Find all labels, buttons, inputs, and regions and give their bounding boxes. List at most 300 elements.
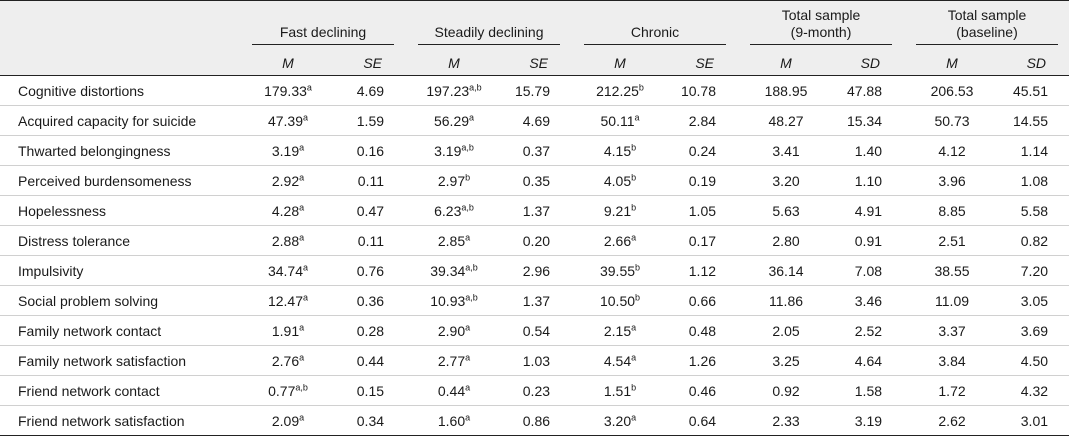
- cell-value: 48.27: [768, 112, 804, 129]
- subheader-cell: M: [904, 50, 1000, 76]
- table-row: [0, 106, 1069, 136]
- table-cell: [502, 76, 572, 106]
- table-cell: [1000, 226, 1069, 256]
- table-cell: [1000, 406, 1069, 436]
- table-cell: [406, 256, 502, 286]
- row-label: Acquired capacity for suicide: [0, 106, 240, 136]
- table-cell: [738, 256, 834, 286]
- cell-value: 0.36: [356, 292, 385, 309]
- cell-value: 0.15: [356, 382, 385, 399]
- cell-value: 0.92: [772, 382, 800, 399]
- cell-value: 3.25: [772, 352, 800, 369]
- table-row: [0, 136, 1069, 166]
- table-cell: [834, 346, 904, 376]
- table-row: [0, 226, 1069, 256]
- table-cell: [572, 196, 668, 226]
- cell-superscript: a,b: [461, 141, 474, 152]
- table-cell: [240, 406, 336, 436]
- table-cell: [1000, 376, 1069, 406]
- table-row: [0, 196, 1069, 226]
- cell-value: 212.25: [596, 82, 639, 99]
- table-cell: [738, 76, 834, 106]
- cell-value: 0.11: [357, 172, 385, 189]
- cell-value: 3.96: [938, 172, 966, 189]
- group-label-total-9-month: [750, 7, 892, 45]
- table-row: [0, 376, 1069, 406]
- cell-value: 4.69: [522, 112, 551, 129]
- cell-value: 10.50: [599, 292, 636, 309]
- cell-value: 5.63: [772, 202, 800, 219]
- cell-value: 3.37: [938, 322, 966, 339]
- cell-value: 39.34: [430, 262, 466, 279]
- cell-value: 4.91: [854, 202, 883, 219]
- table-cell: [1000, 196, 1069, 226]
- cell-value: 1.08: [1020, 172, 1049, 189]
- table-cell: [834, 196, 904, 226]
- cell-value: 3.01: [1020, 412, 1049, 429]
- table-body: [0, 76, 1069, 436]
- table-cell: [834, 166, 904, 196]
- cell-value: 2.66: [603, 232, 632, 249]
- cell-value: 3.20: [603, 412, 632, 429]
- table-cell: [1000, 76, 1069, 106]
- cell-superscript: a: [299, 171, 305, 182]
- cell-value: 2.62: [938, 412, 966, 429]
- cell-value: 56.29: [433, 112, 470, 129]
- table-cell: [502, 106, 572, 136]
- table-cell: [502, 256, 572, 286]
- cell-value: 1.72: [938, 382, 966, 399]
- cell-value: 1.14: [1020, 142, 1049, 159]
- table-row: [0, 406, 1069, 436]
- cell-value: 0.66: [688, 292, 717, 309]
- table-cell: [572, 406, 668, 436]
- cell-superscript: a: [299, 231, 305, 242]
- table-cell: [406, 346, 502, 376]
- cell-value: 0.19: [688, 172, 717, 189]
- cell-value: 197.23: [426, 82, 470, 99]
- cell-value: 4.28: [271, 202, 300, 219]
- cell-value: 10.93: [430, 292, 466, 309]
- cell-superscript: a: [465, 411, 471, 422]
- cell-value: 4.50: [1020, 352, 1049, 369]
- table-cell: [336, 286, 406, 316]
- cell-value: 0.76: [356, 262, 385, 279]
- table-cell: [406, 226, 502, 256]
- cell-value: 2.33: [772, 412, 800, 429]
- cell-value: 2.09: [271, 412, 300, 429]
- cell-value: 3.20: [772, 172, 800, 189]
- table-cell: [738, 166, 834, 196]
- cell-value: 39.55: [599, 262, 636, 279]
- table-cell: [336, 376, 406, 406]
- table-cell: [668, 226, 738, 256]
- table-cell: [336, 196, 406, 226]
- row-label: Perceived burdensomeness: [0, 166, 240, 196]
- subheader-cell: SE: [668, 50, 738, 76]
- cell-superscript: b: [631, 141, 637, 152]
- table-cell: [336, 106, 406, 136]
- cell-value: 0.91: [854, 232, 883, 249]
- table-cell: [240, 106, 336, 136]
- table-cell: [336, 166, 406, 196]
- header-blank-cell: [0, 1, 240, 51]
- row-label: Hopelessness: [0, 196, 240, 226]
- table-cell: [738, 316, 834, 346]
- table-cell: [336, 346, 406, 376]
- table-cell: [240, 316, 336, 346]
- cell-value: 2.84: [688, 112, 717, 129]
- cell-value: 10.78: [680, 82, 717, 99]
- cell-value: 50.73: [934, 112, 970, 129]
- cell-value: 7.20: [1020, 262, 1049, 279]
- cell-value: 0.37: [522, 142, 551, 159]
- group-label-total-9-month-line2: (9-month): [790, 24, 852, 40]
- cell-value: 7.08: [854, 262, 883, 279]
- table-cell: [502, 286, 572, 316]
- table-cell: [904, 376, 1000, 406]
- cell-value: 14.55: [1012, 112, 1049, 129]
- cell-value: 0.17: [688, 232, 717, 249]
- cell-value: 2.97: [437, 172, 466, 189]
- table-cell: [668, 106, 738, 136]
- cell-superscript: a,b: [465, 291, 478, 302]
- cell-value: 0.77: [268, 382, 296, 399]
- row-label: Friend network satisfaction: [0, 406, 240, 436]
- table-cell: [904, 346, 1000, 376]
- table-cell: [904, 316, 1000, 346]
- table-cell: [572, 376, 668, 406]
- cell-superscript: b: [631, 171, 637, 182]
- table-cell: [738, 106, 834, 136]
- cell-value: 2.92: [271, 172, 300, 189]
- cell-value: 34.74: [267, 262, 304, 279]
- group-label-total-baseline-line1: Total sample: [947, 7, 1027, 23]
- cell-value: 4.32: [1020, 382, 1049, 399]
- table-cell: [904, 136, 1000, 166]
- cell-superscript: a: [631, 321, 637, 332]
- table-cell: [1000, 316, 1069, 346]
- table-cell: [572, 256, 668, 286]
- table-cell: [834, 376, 904, 406]
- table-cell: [240, 376, 336, 406]
- cell-value: 4.64: [854, 352, 883, 369]
- table-cell: [1000, 136, 1069, 166]
- cell-value: 1.59: [356, 112, 385, 129]
- cell-value: 2.51: [938, 232, 966, 249]
- table-cell: [240, 136, 336, 166]
- cell-value: 0.28: [356, 322, 385, 339]
- cell-value: 2.96: [522, 262, 551, 279]
- cell-superscript: a: [465, 381, 471, 392]
- cell-value: 0.20: [522, 232, 551, 249]
- cell-superscript: a: [299, 141, 305, 152]
- cell-value: 0.23: [522, 382, 551, 399]
- group-header-row: [0, 1, 1069, 51]
- table-row: [0, 316, 1069, 346]
- table-cell: [834, 76, 904, 106]
- cell-value: 1.51: [603, 382, 632, 399]
- table-cell: [240, 226, 336, 256]
- table-cell: [738, 376, 834, 406]
- table-cell: [904, 106, 1000, 136]
- cell-value: 11.86: [769, 292, 804, 309]
- table-row: [0, 346, 1069, 376]
- table-cell: [1000, 106, 1069, 136]
- cell-superscript: a: [634, 111, 640, 122]
- cell-value: 1.12: [688, 262, 717, 279]
- cell-value: 179.33: [264, 82, 307, 99]
- row-label: Social problem solving: [0, 286, 240, 316]
- cell-superscript: b: [465, 171, 471, 182]
- subheader-cell: SD: [834, 50, 904, 76]
- table-cell: [668, 346, 738, 376]
- table-cell: [668, 166, 738, 196]
- cell-value: 2.05: [772, 322, 800, 339]
- table-cell: [1000, 346, 1069, 376]
- cell-value: 2.88: [271, 232, 300, 249]
- row-label: Thwarted belongingness: [0, 136, 240, 166]
- cell-value: 6.23: [434, 202, 462, 219]
- cell-superscript: a: [299, 351, 305, 362]
- table-cell: [738, 286, 834, 316]
- cell-value: 38.55: [934, 262, 970, 279]
- table-cell: [406, 376, 502, 406]
- cell-value: 4.15: [603, 142, 632, 159]
- cell-superscript: a,b: [461, 201, 474, 212]
- table-cell: [904, 196, 1000, 226]
- group-label-total-baseline-line2: (baseline): [956, 24, 1018, 40]
- table-row: [0, 286, 1069, 316]
- table-cell: [572, 76, 668, 106]
- table-cell: [406, 286, 502, 316]
- table-cell: [668, 376, 738, 406]
- table-cell: [336, 316, 406, 346]
- subheader-cell: SE: [336, 50, 406, 76]
- cell-value: 12.47: [267, 292, 304, 309]
- table-cell: [834, 106, 904, 136]
- table-cell: [1000, 166, 1069, 196]
- cell-value: 1.10: [854, 172, 883, 189]
- cell-value: 3.19: [854, 412, 883, 429]
- table-cell: [406, 136, 502, 166]
- cell-superscript: a: [299, 321, 305, 332]
- cell-value: 1.91: [271, 322, 300, 339]
- table-cell: [406, 166, 502, 196]
- table-cell: [834, 316, 904, 346]
- row-label: Impulsivity: [0, 256, 240, 286]
- cell-value: 0.48: [688, 322, 717, 339]
- table-cell: [668, 196, 738, 226]
- cell-value: 4.54: [603, 352, 632, 369]
- subheader-cell: SD: [1000, 50, 1069, 76]
- cell-value: 0.34: [356, 412, 385, 429]
- cell-superscript: a: [299, 201, 305, 212]
- group-header-fast-declining: [240, 1, 406, 51]
- cell-value: 0.54: [522, 322, 551, 339]
- table-cell: [406, 76, 502, 106]
- table-cell: [904, 166, 1000, 196]
- cell-value: 1.40: [854, 142, 883, 159]
- cell-value: 3.84: [938, 352, 966, 369]
- table-cell: [336, 76, 406, 106]
- row-label: Distress tolerance: [0, 226, 240, 256]
- table-cell: [738, 406, 834, 436]
- table-row: [0, 256, 1069, 286]
- table-cell: [834, 226, 904, 256]
- group-header-total-9-month: [738, 1, 904, 51]
- table-cell: [240, 286, 336, 316]
- cell-value: 1.58: [854, 382, 883, 399]
- table-cell: [572, 136, 668, 166]
- cell-value: 15.34: [846, 112, 883, 129]
- table-cell: [572, 346, 668, 376]
- table-cell: [502, 226, 572, 256]
- cell-value: 1.26: [688, 352, 717, 369]
- cell-superscript: a: [465, 351, 471, 362]
- table-cell: [240, 76, 336, 106]
- table-cell: [738, 226, 834, 256]
- cell-superscript: a: [465, 231, 471, 242]
- table-cell: [834, 256, 904, 286]
- table-cell: [502, 136, 572, 166]
- cell-value: 2.15: [603, 322, 632, 339]
- table-cell: [904, 256, 1000, 286]
- group-label-total-baseline: [916, 7, 1058, 45]
- row-label: Friend network contact: [0, 376, 240, 406]
- table-cell: [668, 406, 738, 436]
- cell-superscript: a,b: [295, 381, 308, 392]
- cell-superscript: a,b: [465, 261, 478, 272]
- table-cell: [572, 316, 668, 346]
- table-cell: [572, 106, 668, 136]
- cell-value: 3.19: [434, 142, 462, 159]
- cell-value: 5.58: [1020, 202, 1049, 219]
- cell-value: 0.64: [688, 412, 717, 429]
- subheader-cell: M: [240, 50, 336, 76]
- table-cell: [240, 166, 336, 196]
- cell-value: 0.44: [437, 382, 466, 399]
- cell-superscript: a: [303, 291, 309, 302]
- table-cell: [502, 406, 572, 436]
- table-cell: [572, 226, 668, 256]
- cell-value: 0.44: [356, 352, 385, 369]
- table-cell: [738, 196, 834, 226]
- group-header-steadily-declining: [406, 1, 572, 51]
- cell-value: 50.11: [600, 112, 635, 129]
- cell-value: 2.52: [854, 322, 883, 339]
- table-cell: [668, 136, 738, 166]
- table-cell: [668, 316, 738, 346]
- row-label: Family network satisfaction: [0, 346, 240, 376]
- row-label: Family network contact: [0, 316, 240, 346]
- table-cell: [502, 376, 572, 406]
- table-cell: [834, 406, 904, 436]
- table-cell: [240, 256, 336, 286]
- table-cell: [502, 196, 572, 226]
- table-cell: [406, 316, 502, 346]
- cell-superscript: a: [306, 81, 312, 92]
- cell-value: 3.41: [772, 142, 800, 159]
- cell-value: 0.24: [688, 142, 717, 159]
- table-cell: [336, 226, 406, 256]
- cell-value: 15.79: [514, 82, 551, 99]
- cell-superscript: a: [631, 351, 637, 362]
- table-cell: [502, 346, 572, 376]
- cell-value: 4.69: [356, 82, 385, 99]
- cell-value: 2.80: [772, 232, 800, 249]
- cell-value: 188.95: [764, 82, 808, 99]
- table-cell: [668, 286, 738, 316]
- table-cell: [738, 346, 834, 376]
- table-cell: [240, 196, 336, 226]
- subheader-cell: M: [572, 50, 668, 76]
- cell-value: 9.21: [603, 202, 632, 219]
- cell-superscript: a: [469, 111, 475, 122]
- cell-value: 0.47: [356, 202, 385, 219]
- table-row: [0, 166, 1069, 196]
- table-cell: [904, 226, 1000, 256]
- table-cell: [904, 76, 1000, 106]
- table-cell: [406, 406, 502, 436]
- cell-superscript: a: [465, 321, 471, 332]
- cell-value: 0.46: [688, 382, 717, 399]
- cell-value: 36.14: [768, 262, 804, 279]
- table-cell: [834, 286, 904, 316]
- subheader-cell: M: [738, 50, 834, 76]
- cell-superscript: b: [635, 291, 641, 302]
- table-cell: [1000, 286, 1069, 316]
- cell-value: 8.85: [938, 202, 966, 219]
- table-cell: [904, 406, 1000, 436]
- table-cell: [738, 136, 834, 166]
- subheader-cell: SE: [502, 50, 572, 76]
- cell-value: 3.05: [1020, 292, 1049, 309]
- cell-superscript: a: [303, 111, 309, 122]
- cell-value: 3.19: [271, 142, 300, 159]
- subheader-blank-cell: [0, 50, 240, 76]
- table-cell: [406, 196, 502, 226]
- group-header-total-baseline: [904, 1, 1069, 51]
- table-cell: [502, 166, 572, 196]
- cell-value: 206.53: [930, 82, 974, 99]
- table-cell: [834, 136, 904, 166]
- row-label: Cognitive distortions: [0, 76, 240, 106]
- cell-value: 4.05: [603, 172, 632, 189]
- cell-value: 11.09: [935, 292, 970, 309]
- cell-value: 1.03: [522, 352, 551, 369]
- cell-value: 2.85: [437, 232, 466, 249]
- cell-value: 0.86: [522, 412, 551, 429]
- group-header-chronic: [572, 1, 738, 51]
- table-cell: [502, 316, 572, 346]
- cell-value: 1.60: [437, 412, 466, 429]
- cell-superscript: b: [638, 81, 644, 92]
- cell-superscript: a: [631, 231, 637, 242]
- table-cell: [336, 256, 406, 286]
- table-cell: [336, 406, 406, 436]
- cell-value: 45.51: [1012, 82, 1049, 99]
- cell-value: 47.39: [267, 112, 304, 129]
- cell-value: 0.16: [356, 142, 385, 159]
- group-label-fast-declining: Fast declining: [252, 24, 394, 45]
- cell-value: 2.77: [437, 352, 466, 369]
- table-cell: [572, 286, 668, 316]
- cell-value: 2.90: [437, 322, 466, 339]
- table-cell: [572, 166, 668, 196]
- cell-value: 3.46: [854, 292, 883, 309]
- group-label-total-9-month-line1: Total sample: [781, 7, 861, 23]
